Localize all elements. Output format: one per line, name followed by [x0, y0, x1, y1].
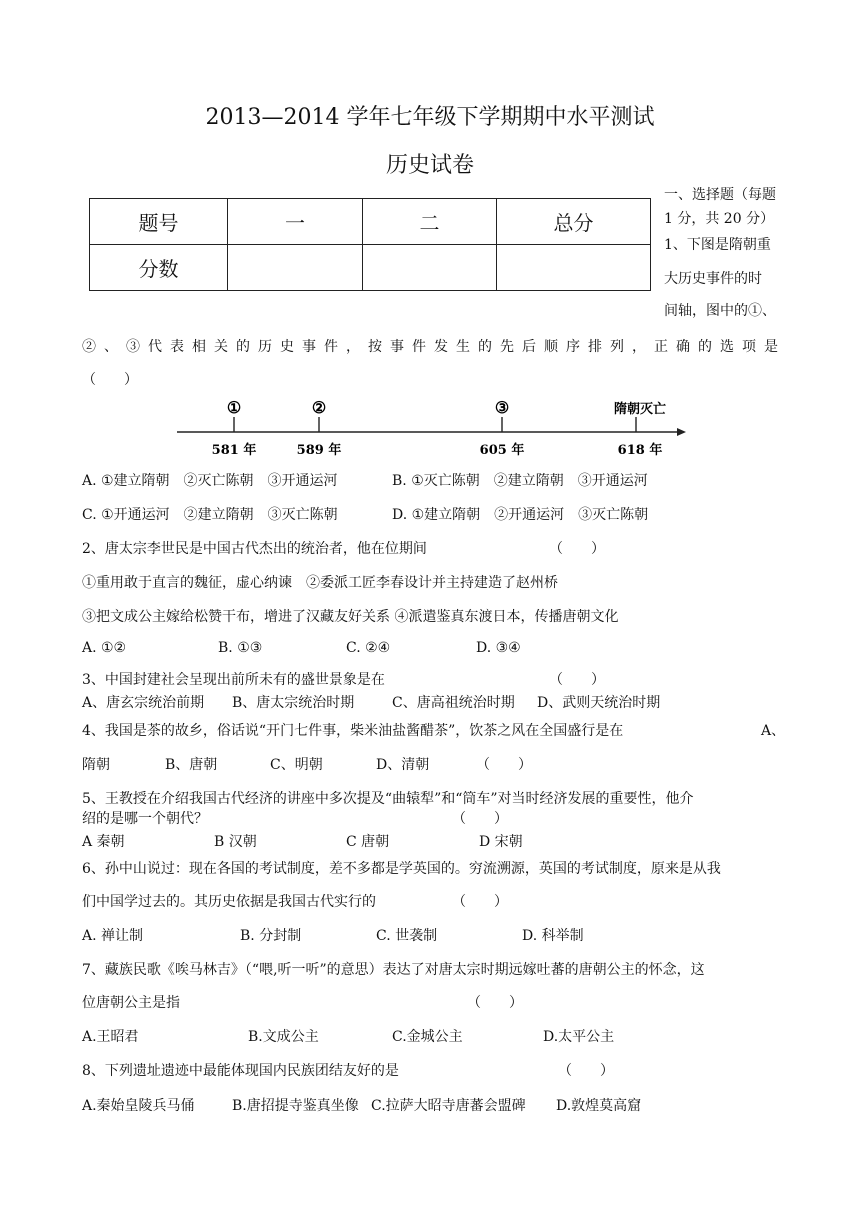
timeline-event-label: ② [311, 398, 327, 417]
q5-text: 绍的是哪一个朝代？ [82, 811, 208, 827]
q7-option[interactable]: C.金城公主 [392, 1029, 463, 1045]
score-table-header: 总分 [497, 199, 651, 245]
q7-option[interactable]: A.王昭君 [82, 1029, 139, 1045]
q1-text-line: 1、下图是隋朝重 [664, 237, 771, 253]
exam-subtitle: 历史试卷 [385, 153, 474, 178]
q2-option[interactable]: B. ①③ [218, 640, 263, 656]
q6-option[interactable]: A. 禅让制 [82, 928, 144, 944]
q1-option[interactable]: A. ①建立隋朝 ②灭亡陈朝 ③开通运河 [82, 473, 338, 489]
score-table-header: 一 [228, 199, 363, 245]
q7-text: 位唐朝公主是指 [82, 995, 180, 1011]
answer-paren[interactable]: （ ） [82, 372, 138, 388]
q1-text-line: 间轴，图中的①、 [664, 303, 776, 319]
answer-paren[interactable]: （ ） [558, 1063, 614, 1079]
answer-paren[interactable]: （ ） [476, 757, 532, 773]
score-table-row [90, 245, 651, 291]
q2-option[interactable]: C. ②④ [346, 640, 391, 656]
q4-option[interactable]: B、唐朝 [165, 757, 218, 773]
q8-text: 8、下列遗址遗迹中最能体现国内民族团结友好的是 [82, 1063, 399, 1079]
score-table-header: 题号 [90, 199, 228, 245]
timeline-year-label: 605 年 [479, 443, 525, 458]
q2-item: ③把文成公主嫁给松赞干布，增进了汉藏友好关系 ④派遣鉴真东渡日本，传播唐朝文化 [82, 609, 619, 625]
score-cell[interactable] [363, 245, 497, 291]
q1-text-line: ②、③代表相关的历史事件，按事件发生的先后顺序排列，正确的选项是 [82, 339, 778, 355]
timeline-year-label: 581 年 [211, 443, 257, 458]
q4-option[interactable]: C、明朝 [270, 757, 323, 773]
q4-option[interactable]: 隋朝 [82, 757, 110, 773]
q1-option[interactable]: B. ①灭亡陈朝 ②建立隋朝 ③开通运河 [392, 473, 648, 489]
q3-text: 3、中国封建社会呈现出前所未有的盛世景象是在 [82, 672, 385, 688]
exam-title: 2013—2014 学年七年级下学期期中水平测试 [205, 105, 655, 130]
score-row-label: 分数 [90, 245, 228, 291]
q5-option[interactable]: D 宋朝 [479, 834, 523, 850]
answer-paren[interactable]: （ ） [467, 995, 523, 1011]
q1-timeline [170, 395, 690, 461]
q6-option[interactable]: C. 世袭制 [376, 928, 438, 944]
q6-text: 们中国学过去的。其历史依据是我国古代实行的 [82, 894, 376, 910]
q2-option[interactable]: D. ③④ [476, 640, 521, 656]
score-cell[interactable] [497, 245, 651, 291]
q3-option[interactable]: B、唐太宗统治时期 [232, 695, 355, 711]
q3-option[interactable]: D、武则天统治时期 [537, 695, 661, 711]
q7-text: 7、藏族民歌《唉马林吉》（“喂,听一听”的意思）表达了对唐太宗时期远嫁吐蕃的唐朝公主的怀念，这 [82, 962, 705, 978]
q2-text: 2、唐太宗李世民是中国古代杰出的统治者，他在位期间 [82, 541, 427, 557]
q1-option[interactable]: C. ①开通运河 ②建立隋朝 ③灭亡陈朝 [82, 507, 338, 523]
timeline-event-label: ③ [494, 398, 510, 417]
answer-paren[interactable]: （ ） [549, 541, 605, 557]
q7-option[interactable]: B.文成公主 [248, 1029, 319, 1045]
answer-paren[interactable]: （ ） [452, 811, 508, 827]
timeline-event-label: 隋朝灭亡 [613, 402, 667, 417]
score-table [89, 198, 651, 291]
q4-option[interactable]: A、 [761, 723, 786, 739]
q1-option[interactable]: D. ①建立隋朝 ②开通运河 ③灭亡陈朝 [392, 507, 649, 523]
score-cell[interactable] [228, 245, 363, 291]
q4-option[interactable]: D、清朝 [376, 757, 430, 773]
q8-option[interactable]: D.敦煌莫高窟 [556, 1098, 642, 1114]
q4-text: 4、我国是茶的故乡，俗话说“开门七件事，柴米油盐酱醋茶”，饮茶之风在全国盛行是在 [82, 723, 624, 739]
q5-option[interactable]: A 秦朝 [82, 834, 125, 850]
q5-text: 5、王教授在介绍我国古代经济的讲座中多次提及“曲辕犁”和“筒车”对当时经济发展的重要性，他介 [82, 791, 694, 807]
score-table-header-row [90, 199, 651, 245]
answer-paren[interactable]: （ ） [452, 894, 508, 910]
q7-option[interactable]: D.太平公主 [543, 1029, 615, 1045]
q2-option[interactable]: A. ①② [82, 640, 127, 656]
q8-option[interactable]: B.唐招提寺鉴真坐像 [232, 1098, 359, 1114]
q1-text-line: 大历史事件的时 [664, 271, 762, 287]
timeline-arrow [677, 428, 686, 436]
q5-option[interactable]: C 唐朝 [346, 834, 390, 850]
q6-option[interactable]: D. 科举制 [522, 928, 584, 944]
timeline-event-label: ① [226, 398, 242, 417]
q2-item: ①重用敢于直言的魏征，虚心纳谏 ②委派工匠李春设计并主持建造了赵州桥 [82, 575, 558, 591]
score-table-header: 二 [363, 199, 497, 245]
q3-option[interactable]: A、唐玄宗统治前期 [82, 695, 205, 711]
answer-paren[interactable]: （ ） [549, 672, 605, 688]
q6-option[interactable]: B. 分封制 [240, 928, 302, 944]
section-heading-points: 1 分，共 20 分） [664, 211, 775, 227]
q8-option[interactable]: A.秦始皇陵兵马俑 [82, 1098, 195, 1114]
q6-text: 6、孙中山说过：现在各国的考试制度，差不多都是学英国的。穷流溯源，英国的考试制度，原来是从我 [82, 861, 721, 877]
timeline-year-label: 589 年 [296, 443, 342, 458]
q3-option[interactable]: C、唐高祖统治时期 [392, 695, 515, 711]
q8-option[interactable]: C.拉萨大昭寺唐蕃会盟碑 [371, 1098, 526, 1114]
section-heading: 一、选择题（每题 [664, 187, 776, 203]
timeline-year-label: 618 年 [617, 443, 663, 458]
q5-option[interactable]: B 汉朝 [214, 834, 257, 850]
